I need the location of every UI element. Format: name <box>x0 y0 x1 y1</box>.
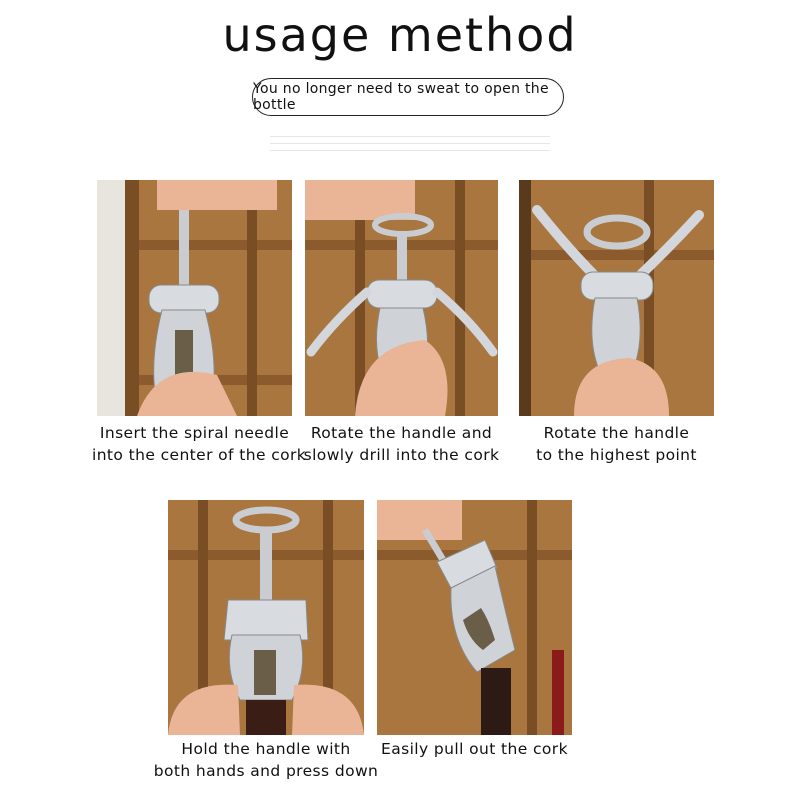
step-1-line-2: into the center of the cork <box>92 446 307 464</box>
step-2-line-1: Rotate the handle and <box>310 424 493 442</box>
step-2-line-2: slowly drill into the cork <box>303 446 500 464</box>
step-5-line-1: Easily pull out the cork <box>381 740 568 758</box>
corkscrew-arms-up-icon <box>519 180 714 416</box>
step-5-photo <box>377 500 572 735</box>
corkscrew-pull-icon <box>377 500 572 735</box>
subtitle-pill <box>252 78 564 116</box>
step-2-photo <box>305 180 498 416</box>
step-1-caption <box>92 422 307 466</box>
page-title: usage method <box>222 8 578 62</box>
step-3-caption <box>514 422 719 466</box>
step-3-line-1: Rotate the handle <box>543 424 690 442</box>
step-3-photo <box>519 180 714 416</box>
corkscrew-rotate-icon <box>305 180 498 416</box>
subtitle-text: You no longer need to sweat to open the bottle <box>253 81 549 113</box>
divider <box>270 143 550 144</box>
corkscrew-insert-icon <box>97 180 292 416</box>
step-1-line-1: Insert the spiral needle <box>99 424 290 442</box>
divider <box>270 136 550 137</box>
step-5-caption <box>372 738 577 760</box>
corkscrew-press-icon <box>168 500 364 735</box>
step-2-caption <box>300 422 503 466</box>
step-3-line-2: to the highest point <box>536 446 697 464</box>
step-1-photo <box>97 180 292 416</box>
step-4-caption <box>148 738 384 782</box>
step-4-line-1: Hold the handle with <box>181 740 351 758</box>
step-4-line-2: both hands and press down <box>153 762 379 780</box>
step-4-photo <box>168 500 364 735</box>
divider <box>270 150 550 151</box>
